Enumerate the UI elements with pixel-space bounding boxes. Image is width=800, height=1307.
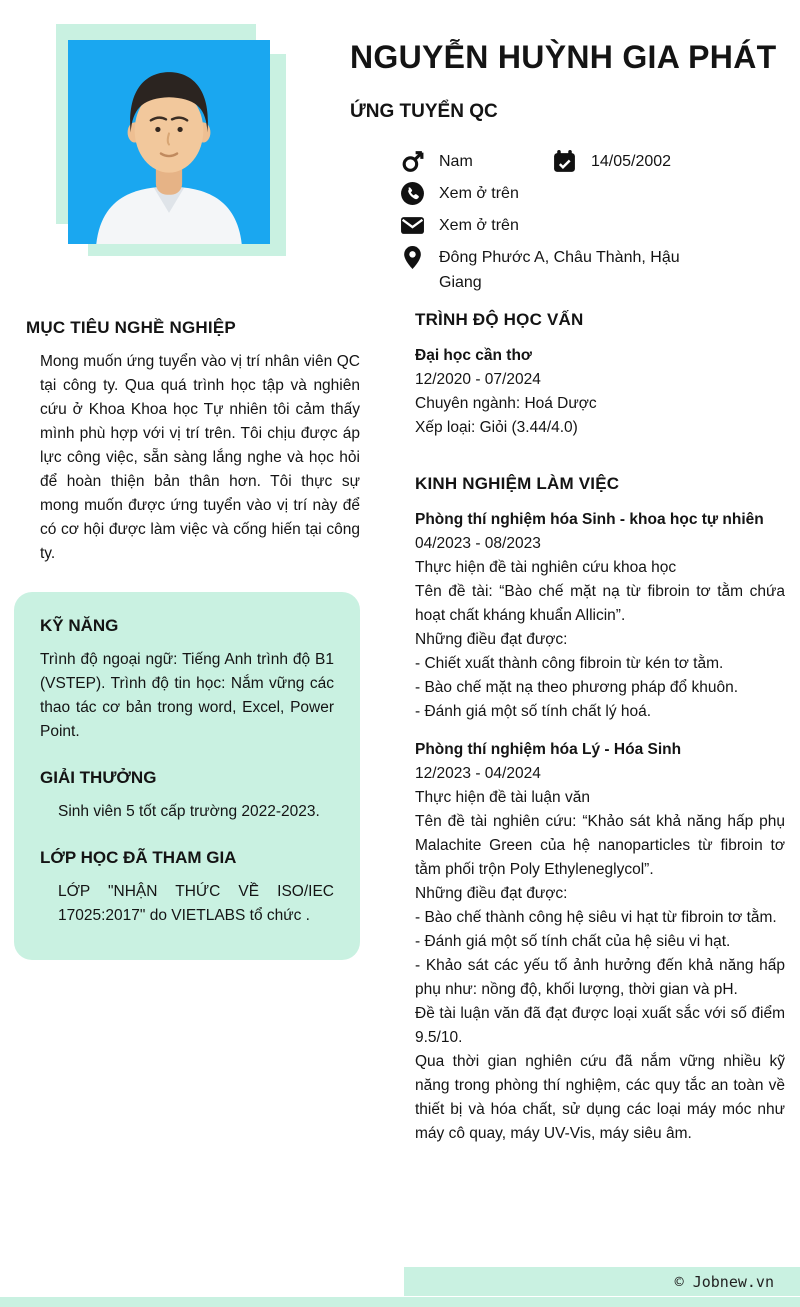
experience-heading: KINH NGHIỆM LÀM VIỆC [415, 473, 620, 493]
email-value: Xem ở trên [439, 216, 519, 234]
job-line: - Bào chế mặt nạ theo phương pháp đổ khuôn. [415, 678, 739, 696]
footer [0, 1267, 800, 1307]
job-dates: 04/2023 - 08/2023 [415, 534, 541, 552]
phone-icon [400, 181, 425, 206]
education-school: Đại học cần thơ [415, 346, 532, 364]
job-line: Tên đề tài nghiên cứu: “Khảo sát khả năng hấp phụ Malachite Green của hệ nanoparticles từ fibroin tơ tằm phối trộn Poly Ethyleneglycol”. [415, 812, 785, 878]
education-section [415, 310, 785, 440]
job-line: - Đánh giá một số tính chất của hệ siêu vi hạt. [415, 932, 731, 950]
email-row [400, 213, 519, 238]
job-line: Đề tài luận văn đã đạt được loại xuất sắc với số điểm 9.5/10. [415, 1004, 785, 1046]
skills-heading: KỸ NĂNG [40, 615, 119, 635]
credit-bar [404, 1267, 800, 1296]
job-title: Phòng thí nghiệm hóa Lý - Hóa Sinh [415, 740, 682, 758]
location-icon [400, 245, 425, 270]
calendar-icon [552, 149, 577, 174]
job-line: Thực hiện đề tài luận văn [415, 788, 590, 806]
job-line: - Khảo sát các yếu tố ảnh hưởng đến khả năng hấp phụ như: nồng độ, khối lượng, thời gian và pH. [415, 956, 785, 998]
photo-frame [56, 24, 286, 258]
education-rank: Xếp loại: Giỏi (3.44/4.0) [415, 418, 578, 436]
education-major: Chuyên ngành: Hoá Dược [415, 394, 597, 412]
phone-value: Xem ở trên [439, 184, 519, 202]
applied-position: ỨNG TUYỂN QC [350, 100, 498, 122]
gender-icon [400, 149, 425, 174]
experience-entry [415, 738, 785, 1146]
objective-heading: MỤC TIÊU NGHỀ NGHIỆP [26, 317, 236, 337]
awards-heading: GIẢI THƯỞNG [40, 767, 157, 787]
education-dates: 12/2020 - 07/2024 [415, 370, 541, 388]
job-line: Qua thời gian nghiên cứu đã nắm vững nhiều kỹ năng trong phòng thí nghiệm, các quy tắc an toàn về thiết bị và hóa chất, sử dụng các loại máy móc như máy cô quay, máy UV-Vis, máy siêu âm. [415, 1052, 785, 1142]
awards-body: Sinh viên 5 tốt cấp trường 2022-2023. [58, 802, 320, 820]
experience-section [415, 474, 785, 1146]
dob-value: 14/05/2002 [591, 152, 672, 170]
profile-photo [68, 40, 270, 244]
header [0, 0, 800, 302]
job-line: - Đánh giá một số tính chất lý hoá. [415, 702, 652, 720]
gender-value: Nam [439, 152, 473, 170]
experience-entry [415, 508, 785, 724]
classes-heading: LỚP HỌC ĐÃ THAM GIA [40, 847, 237, 867]
skills-body: Trình độ ngoại ngữ: Tiếng Anh trình độ B1 (VSTEP). Trình độ tin học: Nắm vững các thao tác cơ bản trong word, Excel, Power Point. [40, 650, 334, 740]
education-heading: TRÌNH ĐỘ HỌC VẤN [415, 309, 584, 329]
contact-info [350, 149, 780, 295]
job-line: Những điều đạt được: [415, 884, 568, 902]
job-line: Thực hiện đề tài nghiên cứu khoa học [415, 558, 677, 576]
dob-row [552, 149, 671, 174]
bottom-accent-strip [0, 1297, 800, 1307]
objective-body: Mong muốn ứng tuyển vào vị trí nhân viên QC tại công ty. Qua quá trình học tập và nghiên cứu ở Khoa Khoa học Tự nhiên tôi cảm thấy mình phù hợp với vị trí trên. Tôi chịu được áp lực công việc, sẵn sàng lắng nghe và học hỏi để hoàn thiện bản thân hơn. Tôi thực sự mong muốn được ứng tuyển vào vị trí này để có cơ hội được làm việc và cống hiến tại công ty. [40, 352, 360, 562]
job-line: - Chiết xuất thành công fibroin từ kén tơ tằm. [415, 654, 724, 672]
mail-icon [400, 213, 425, 238]
phone-row [400, 181, 519, 206]
left-column [14, 310, 360, 960]
job-line: Tên đề tài: “Bào chế mặt nạ từ fibroin tơ tằm chứa hoạt chất kháng khuẩn Allicin”. [415, 582, 785, 624]
classes-body: LỚP "NHẬN THỨC VỀ ISO/IEC 17025:2017" do VIETLABS tổ chức . [58, 882, 334, 924]
address-value: Đông Phước A, Châu Thành, Hậu Giang [439, 248, 680, 291]
address-row [400, 245, 689, 295]
job-title: Phòng thí nghiệm hóa Sinh - khoa học tự nhiên [415, 510, 764, 528]
right-column [415, 310, 785, 1146]
footer-credit: © Jobnew.vn [674, 1272, 774, 1291]
job-dates: 12/2023 - 04/2024 [415, 764, 541, 782]
job-line: - Bào chế thành công hệ siêu vi hạt từ fibroin tơ tằm. [415, 908, 777, 926]
job-line: Những điều đạt được: [415, 630, 568, 648]
candidate-name: NGUYỄN HUỲNH GIA PHÁT [350, 39, 777, 75]
skills-panel [14, 592, 360, 960]
gender-row [400, 149, 552, 174]
